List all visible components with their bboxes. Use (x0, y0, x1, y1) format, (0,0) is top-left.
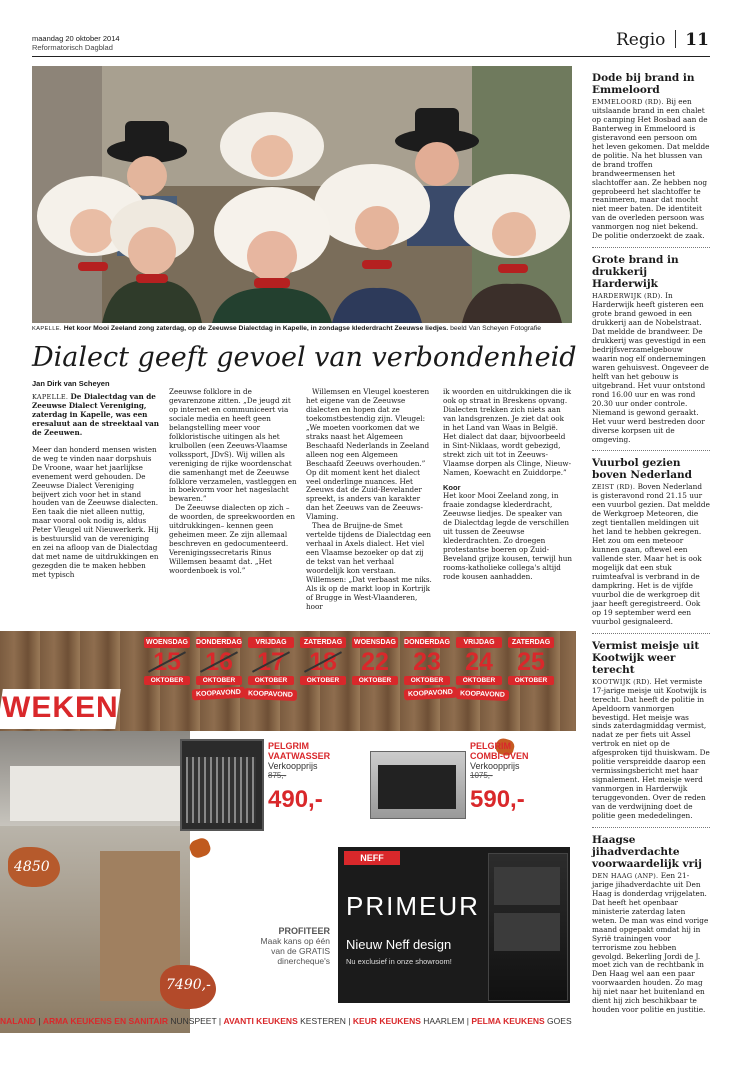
advertisement (0, 631, 576, 1033)
primeur-title: PRIMEUR (346, 891, 480, 921)
page-number: 11 (685, 30, 709, 50)
sidebar-item: Vermist meisje uit Kootwijk weer terecht KOOTWIJK (RD). Het vermiste 17-jarige meisje uit Kootwijk is terecht. Dat heeft de politie in Apeldoorn vanmorgen bevestigd. Het meisje was sinds zaterdagmiddag vermist, nadat ze per fiets uit Assel vertrok en niet op de afgesproken tijd thuiskwam. De politie verspreidde daarop een vermissingsbericht met haar signalement. Het meisje werd vanmorgen in Harderwijk teruggevonden. Over de reden van de verdwijning doet de politie geen mededelingen. (592, 639, 710, 820)
section-name: Regio (616, 30, 666, 50)
day-card: DONDERDAG 16 OKTOBER (196, 639, 242, 684)
day-card: ZATERDAG 25 OKTOBER (508, 637, 554, 685)
day-card: ZATERDAG 18 OKTOBER (300, 637, 346, 685)
photo-caption: KAPELLE. Het koor Mooi Zeeland zong zaterdag, op de Zeeuwse Dialectdag in Kapelle, in zondagse klederdracht Zeeuwse liedjes. beeld Van Scheyen Fotografie (32, 325, 542, 332)
leaf-decoration (188, 836, 213, 860)
sidebar-item: Dode bij brand in Emmeloord EMMELOORD (RD). Bij een uitslaande brand in een chalet op camping Het Bosbad aan de Banterweg in Emmeloord is gisteravond een persoon om het leven gekomen. Dat meldde de politie. Na het blussen van de brand troffen brandweermensen het slachtoffer aan. Ze hebben nog geprobeerd het slachtoffer te reanimeren, maar dat mocht niet meer baten. De identiteit van de overleden persoon was vanmorgen nog niet bekend. De politie onderzoekt de zaak. (592, 72, 710, 241)
koopavond-badge: KOOPAVOND (244, 688, 297, 701)
day-card: WOENSDAG 15 OKTOBER (146, 639, 188, 684)
leaf-price-1: 4850 (14, 859, 50, 875)
choir-photo (32, 66, 572, 323)
sidebar-item: Haagse jihadverdachte voorwaardelijk vrij DEN HAAG (ANP). Een 21-jarige jihadverdachte uit Den Haag is donderdag vrijgelaten. Dat heeft het openbaar ministerie zaterdag laten weten. De man was eind vorige maand opgepakt omdat hij in Syrië trainingen voor terrorisme zou hebben gevolgd. Bekerling Jordi de J. moet zich van de rechtbank in Den Haag wel aan een paar voorwaarden houden. Zo mag hij niet naar het buitenland en dient hij zich beschikbaar te houden voor politie en justitie. (592, 833, 709, 1015)
day-card: DONDERDAG 23 OKTOBER (404, 639, 450, 684)
subhead-koor: Koor (443, 482, 461, 492)
article-column-1: KAPELLE. De Dialectdag van de Zeeuwse Dialect Vereniging, zaterdag in Kapelle, was een eresaluut aan de streektaal van de Zeeuwen. Meer dan honderd mensen wisten de weg te vinden naar dorpshuis De Vroone, waar het jaarlijkse evenement werd gehouden. De Zeeuwse Dialect Vereniging beijvert zich voor het in stand houden van de Zeeuwse dialecten. Een taak die niet alleen nuttig, maar vooral ook nodig is, aldus Peter Vleugel uit Nieuwerkerk. Hij is bestuurslid van de vereniging en zei na afloop van de Dialectdag dat met name de uitdrukkingen en gezegden die te maken hebben met typisch (32, 392, 159, 580)
koopavond-badge: KOOPAVOND (404, 687, 457, 701)
weken-text: WEKEN (2, 691, 119, 724)
article-headline: Dialect geeft gevoel van verbondenheid (32, 342, 577, 373)
koopavond-badge: KOOPAVOND (192, 687, 245, 701)
news-sidebar (592, 72, 710, 1015)
profiteer-block: PROFITEER Maak kans op één van de GRATIS dinercheque's (260, 926, 330, 966)
section-label (616, 30, 709, 50)
product2: PELGRIM COMBI-OVEN Verkoopprijs 1075,- 590,- (470, 741, 529, 813)
masthead-date: maandag 20 oktober 2014 (32, 34, 120, 43)
day-card: VRIJDAG 24 OKTOBER (456, 637, 502, 685)
leaf-price-2: 7490,- (166, 977, 211, 993)
article-column-4: ik woorden en uitdrukkingen die ik ook op straat in Breskens opvang. Dialecten trekken zich niets aan van landsgrenzen. Je ziet dat ook in het Land van Waas in België. Het dialect dat daar, bijvoorbeeld in Sint-Niklaas, wordt gebezigd, strekt zich uit tot in Zeeuws-Vlaamse dorpen als Clinge, Nieuw-Namen, Koewacht en Zuiddorpe.” Koor Het koor Mooi Zeeland zong, in fraaie zondagse klederdracht, Zeeuwse liedjes. De speaker van de Dialectdag legde de verschillen uit tussen de Zeeuwse klederdrachten. Zo droegen protestantse boeren op Zuid-Beveland grijze kousen, terwijl hun rooms-katholieke collega's altijd rode kousen aanhadden. (443, 387, 573, 582)
koopavond-badge: KOOPAVOND (456, 688, 509, 701)
article-column-2: Zeeuwse folklore in de gevarenzone zitten. „De jeugd zit op internet en communiceert via sociale media en heeft geen belangstelling meer voor folkloristische uitingen als het krulbollen (een Zeeuws-Vlaamse volkssport, JDvS). Wij willen als vereniging de rijke woordenschat die samenhangt met de Zeeuwse folklore verzamelen, vastleggen en in boekvorm voor het nageslacht bewaren.” De Zeeuwse dialecten op zich –de woorden, de spreekwoorden en uitdrukkingen– kennen geen geheimen meer. Ze zijn allemaal beschreven en gedocumenteerd. Verenigingssecretaris Rinus Willemsen beaamt dat. „Het woordenboek is vol.” (169, 387, 297, 576)
sidebar-item: Grote brand in drukkerij Harderwijk HARDERWIJK (RD). In Harderwijk heeft gisteren een grote brand gewoed in een drukkerij aan de Nobelstraat. Dat meldde de brandweer. De drukkerij was gevestigd in een bedrijfsverzamelgebouw waarin nog elf ondernemingen waren gehuisvest. Ongeveer de helft van het gebouw is uitgebrand. Het vuur ontstond rond 16.00 uur en was rond 20.30 uur onder controle. Niemand is gewond geraakt. Het vuur werd bestreden door diverse korpsen uit de omgeving. (592, 254, 709, 444)
day-card: VRIJDAG 17 OKTOBER (248, 637, 294, 685)
sidebar-item: Vuurbol gezien boven Nederland ZEIST (RD). Boven Nederland is gisteravond rond 21.15 uur een vuurbol gezien. Dat meldde de Werkgroep Meteoren, die zegt tientallen meldingen uit het land te hebben gekregen. Het zou om een meteoor kunnen gaan, oftewel een vallende ster. Maar het is ook mogelijk dat een stuk ruimteafval is verbrand in de dampkring. Het is de vijfde vuurbol die de werkgroep dit jaar heeft geregistreerd. Ook op 19 september werd een vuurbol gesignaleerd. (592, 457, 710, 626)
neff-subtitle-2: Nu exclusief in onze showroom! (346, 957, 452, 966)
photo-credit: beeld Van Scheyen Fotografie (450, 325, 542, 332)
day-card: WOENSDAG 22 OKTOBER (354, 639, 396, 684)
store-footer: NALAND | ARMA KEUKENS EN SANITAIR NUNSPEET | AVANTI KEUKENS KESTEREN | KEUR KEUKENS HAARLEM | PELMA KEUKENS GOES (0, 1016, 572, 1026)
product1: PELGRIM VAATWASSER Verkoopprijs 875,- 490,- (268, 741, 331, 813)
neff-logo: NEFF (344, 851, 400, 865)
neff-subtitle: Nieuw Neff design (346, 937, 452, 952)
header-rule (32, 56, 710, 57)
article-column-3: Willemsen en Vleugel koesteren het eigene van de Zeeuwse dialecten en hopen dat ze toekomstbestendig zijn. Vleugel: „We moeten voorkomen dat we straks naast het Algemeen Beschaafd Nederlands in Zeeland alleen nog een Algemeen Beschaafd Zeeuws overhouden.” Op dit moment kent het dialect veel onderlinge nuances. Het Zeeuws dat de Zuid-Bevelander spreekt, is anders van karakter dan het Zeeuws van de Zeeuws-Vlaming. Thea de Bruijne-de Smet vertelde tijdens de Dialectdag een verhaal in Axels dialect. Het viel een Vlaamse bezoeker op dat zij de tekst van het verhaal woordelijk kon verstaan. Willemsen: „Dat verbaast me niks. Als ik op de markt loop in Kortrijk of Brugge in West-Vlaanderen, hoor (306, 387, 432, 611)
article-byline: Jan Dirk van Scheyen (32, 379, 110, 388)
masthead-paper: Reformatorisch Dagblad (32, 43, 113, 52)
caption-text: Het koor Mooi Zeeland zong zaterdag, op de Zeeuwse Dialectdag in Kapelle, in zondagse klederdracht Zeeuwse liedjes. (63, 325, 449, 332)
